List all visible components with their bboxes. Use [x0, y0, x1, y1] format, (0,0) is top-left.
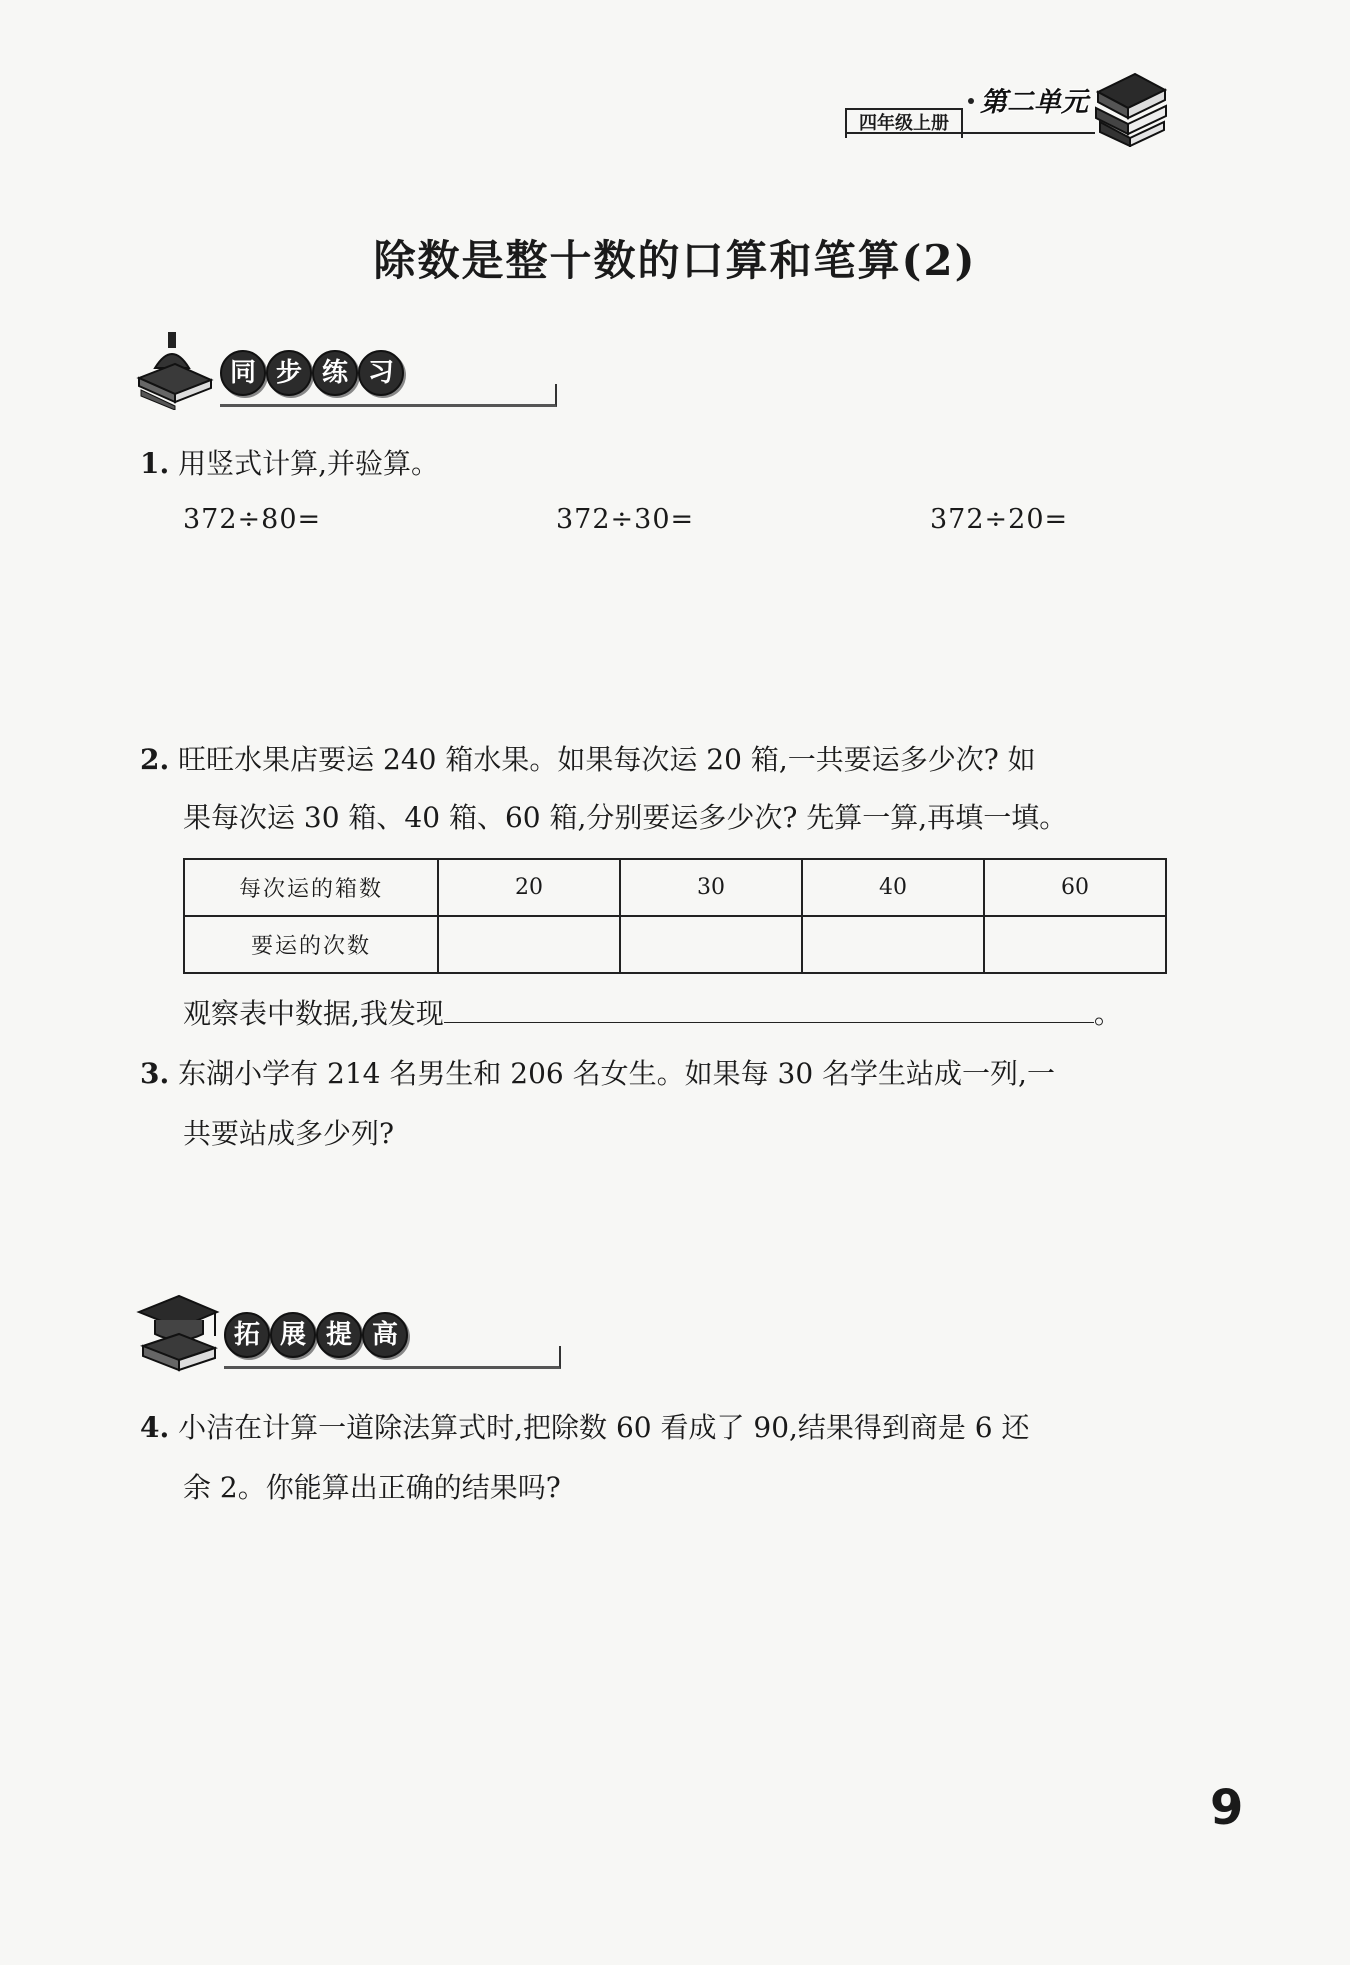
row-label: 要运的次数 [184, 916, 438, 973]
observation-text: 观察表中数据,我发现 [183, 997, 444, 1030]
badge-char: 提 [316, 1312, 362, 1358]
badge-char: 展 [270, 1312, 316, 1358]
answer-cell[interactable] [802, 916, 984, 973]
grade-label: 四年级上册 [845, 108, 963, 138]
question-number: 1. [140, 447, 170, 480]
table-cell: 60 [984, 859, 1166, 916]
badge-char: 练 [312, 350, 358, 396]
question-2 [140, 740, 1036, 780]
observation-line [183, 994, 1122, 1034]
badge-char: 高 [362, 1312, 408, 1358]
answer-cell[interactable] [620, 916, 802, 973]
question-text-line1: 小洁在计算一道除法算式时,把除数 60 看成了 90,结果得到商是 6 还 [178, 1411, 1030, 1444]
question-number: 2. [140, 743, 170, 776]
question-text-line1: 旺旺水果店要运 240 箱水果。如果每次运 20 箱,一共要运多少次? 如 [178, 743, 1036, 776]
answer-cell[interactable] [984, 916, 1166, 973]
table-cell: 30 [620, 859, 802, 916]
boxes-table [183, 858, 1167, 974]
badge-char: 步 [266, 350, 312, 396]
page-number: 9 [1210, 1780, 1244, 1836]
badge-char: 习 [358, 350, 404, 396]
page-title: 除数是整十数的口算和笔算(2) [373, 236, 977, 285]
header-rule [845, 132, 1095, 134]
question-text: 用竖式计算,并验算。 [178, 447, 440, 480]
badge-char: 拓 [224, 1312, 270, 1358]
table-cell: 20 [438, 859, 620, 916]
unit-label: 第二单元 [980, 87, 1088, 118]
equation-1: 372÷80= [183, 504, 322, 535]
answer-blank[interactable] [444, 996, 1094, 1023]
books-stack-icon [1090, 62, 1170, 147]
header-dot [968, 98, 974, 104]
question-number: 4. [140, 1411, 170, 1444]
question-number: 3. [140, 1057, 170, 1090]
question-3 [140, 1054, 1055, 1094]
question-4 [140, 1408, 1030, 1448]
question-text-line2: 余 2。你能算出正确的结果吗? [183, 1471, 561, 1504]
question-1 [140, 444, 439, 484]
answer-cell[interactable] [438, 916, 620, 973]
table-row [184, 916, 1166, 973]
section-badge-practice [140, 350, 560, 420]
question-text-line1: 东湖小学有 214 名男生和 206 名女生。如果每 30 名学生站成一列,一 [178, 1057, 1055, 1090]
question-text-line2: 共要站成多少列? [183, 1117, 395, 1150]
question-text-line2: 果每次运 30 箱、40 箱、60 箱,分别要运多少次? 先算一算,再填一填。 [183, 801, 1068, 834]
badge-char: 同 [220, 350, 266, 396]
observation-end: 。 [1093, 997, 1122, 1030]
row-label: 每次运的箱数 [184, 859, 438, 916]
table-cell: 40 [802, 859, 984, 916]
table-row [184, 859, 1166, 916]
equation-2: 372÷30= [556, 504, 695, 535]
section-badge-extension [144, 1312, 564, 1382]
equation-3: 372÷20= [930, 504, 1069, 535]
